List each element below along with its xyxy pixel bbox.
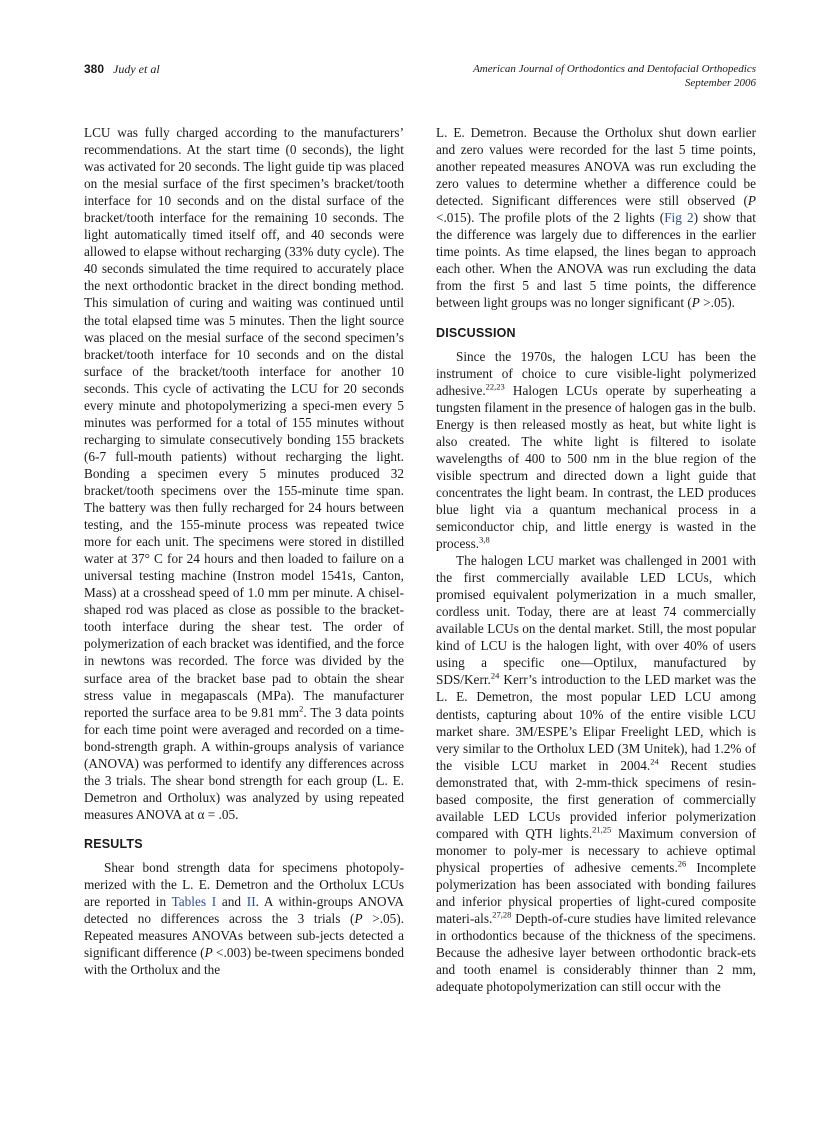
left-column [84,124,404,978]
header-right [473,62,756,90]
running-header [84,62,756,94]
header-left [84,62,160,77]
results-paragraph: Shear bond strength data for specimens photopoly-merized with the L. E. Demetron and the Ortholux LCUs are reported in Tables I and II. A within-groups ANOVA detected no differences across the 3 trials (P >.05). Repeated measures ANOVAs between sub-jects detected a significant difference (P <.003) be-tween specimens bonded with the Ortholux and the [84,859,405,978]
citation[interactable]: 24 [490,671,500,681]
methods-paragraph: LCU was fully charged according to the manufacturers’ recommendations. At the start time (0 seconds), the light was activated for 20 seconds. The light guide tip was placed on the mesial surface of the first specimen’s bracket/tooth interface for 10 seconds and on the distal surface of the bracket/tooth interface for the remaining 10 seconds. The light automatically timed itself off, and 40 seconds were allowed to elapse without recharging (33% duty cycle). The 40 seconds simulated the time required to accurately place the next orthodontic bracket in the direct bonding method. This simulation of curing and waiting was continued until the total elapsed time was 5 minutes. Then the light source was placed on the mesial surface of the second specimen’s bracket/tooth interface for 10 seconds and on the distal surface of the bracket/tooth interface for another 10 seconds. This cycle of activating the LCU for 20 seconds every minute and photopolymerizing a speci-men every 5 minutes was performed for a total of 155 minutes without recharging to simulate consecutively bonding 155 brackets (6-7 full-mouth patients) without recharging the light. Bonding a specimen every 5 minutes produced 32 bracket/tooth specimens over the 155-minute time span. The battery was then fully recharged for 24 hours between testing, and the 155-minute process was repeated twice more for each unit. The specimens were stored in distilled water at 37° C for 24 hours and then loaded to failure on a universal testing machine (Instron model 1541s, Canton, Mass) at a crosshead speed of 1.0 mm per minute. A chisel-shaped rod was placed as close as possible to the bracket-tooth interface during the shear test. The order of polymerization of each bracket was identified, and the force in newtons was recorded. The force was divided by the surface area of the bracket base pad to obtain the shear stress value in megapascals (MPa). The manufacturer reported the surface area to be 9.81 $mm^2$. The 3 data points for each time point were averaged and recorded on a time- bond-strength graph. A within-groups analysis of variance (ANOVA) was performed to identify any differences across the 3 trials. The shear bond strength for each group (L. E. Demetron and Ortholux) was analyzed by using repeated measures ANOVA at α = .05. [84,125,404,822]
citation[interactable]: 27,28 [492,909,512,920]
discussion-paragraph-2: The halogen LCU market was challenged in 2001 with the first commercially available LED LCUs, which promised equivalent polymerization in a much smaller, cordless unit. Today, there are at least 74 commercially available LCUs on the dental market. Still, the most popular kind of LCU is the halogen light, with over 40% of users using a specific one—Optilux, manufactured by SDS/Kerr.$^{24}$ Kerr’s introduction to the LED market was the L. E. Demetron, the most popular LED LCU among dentists, capturing about 10% of the entire visible LCU market share. 3M/ESPE’s Elipar Freelight LED, which is very similar to the Ortholux LED (3M Unitek), had 1.2% of the visible LCU market in 2004.24 Recent studies demonstrated that, with 2-mm-thick specimens of resin-based composite, the first generation of commercially available LED LCUs provided inferior polymerization compared with QTH lights.$^{21,25}$ Maximum conversion of monomer to poly-mer is necessary to achieve optimal physical properties of adhesive cements.$^{26}$ Incomplete polymerization has been associated with bonding failures and inferior physical properties of light-cured composite materi-als.$^{27,28}$ Depth-of-cure studies have limited relevance in orthodontics because of the thickness of the specimens. Because the adhesive layer between orthodontic brack-ets and tooth enamel is considerably thinner than 2 mm, adequate photopolymerization can still occur with the [436,553,756,995]
citation[interactable]: 26 [677,858,687,869]
figure-2-link[interactable]: Fig 2 [664,210,694,226]
citation[interactable]: 3,8 [479,534,490,545]
results-heading: RESULTS [84,836,143,851]
discussion-heading: DISCUSSION [436,325,516,340]
issue-date: September 2006 [684,77,756,89]
running-authors: Judy et al [113,62,160,76]
discussion-paragraph-1: Since the 1970s, the halogen LCU has been the instrument of choice to cure visible-light polymerized adhesive.$^{22,23}$ Halogen LCUs operate by superheating a tungsten filament in the presence of halogen gas in the bulb. Energy is then released mostly as heat, but white light is also created. The white light is filtered to isolate wavelengths of 400 to 500 nm in the blue region of the visible spectrum and directed down a light guide that concentrates the light beam. In contrast, the LED produces blue light via a quantum mechanical process in a semiconductor chip, and little energy is wasted in the process.$^{3,8}$ [436,348,756,552]
table-1-link[interactable]: Tables I [171,894,217,910]
right-column [436,124,756,995]
citation[interactable]: 22,23 [485,381,505,392]
table-2-link[interactable]: II [246,894,256,910]
citation[interactable]: 24 [650,756,659,767]
results-continuation-paragraph: L. E. Demetron. Because the Ortholux shut down earlier and zero values were recorded for the last 5 time points, another repeated measures ANOVA was run excluding the zero values to determine whether a difference could be detected. Significant differences were still observed (P <.015). The profile plots of the 2 lights (Fig 2) show that the difference was largely due to differences in the earlier time points. As time elapsed, the lines began to approach each other. When the ANOVA was run excluding the data from the first 5 and last 5 time points, the difference between light groups was no longer significant (P >.05). [436,125,756,311]
journal-title: American Journal of Orthodontics and Dentofacial Orthopedics [473,63,756,75]
citation[interactable]: 21,25 [592,824,612,835]
page-number: 380 [84,62,105,76]
